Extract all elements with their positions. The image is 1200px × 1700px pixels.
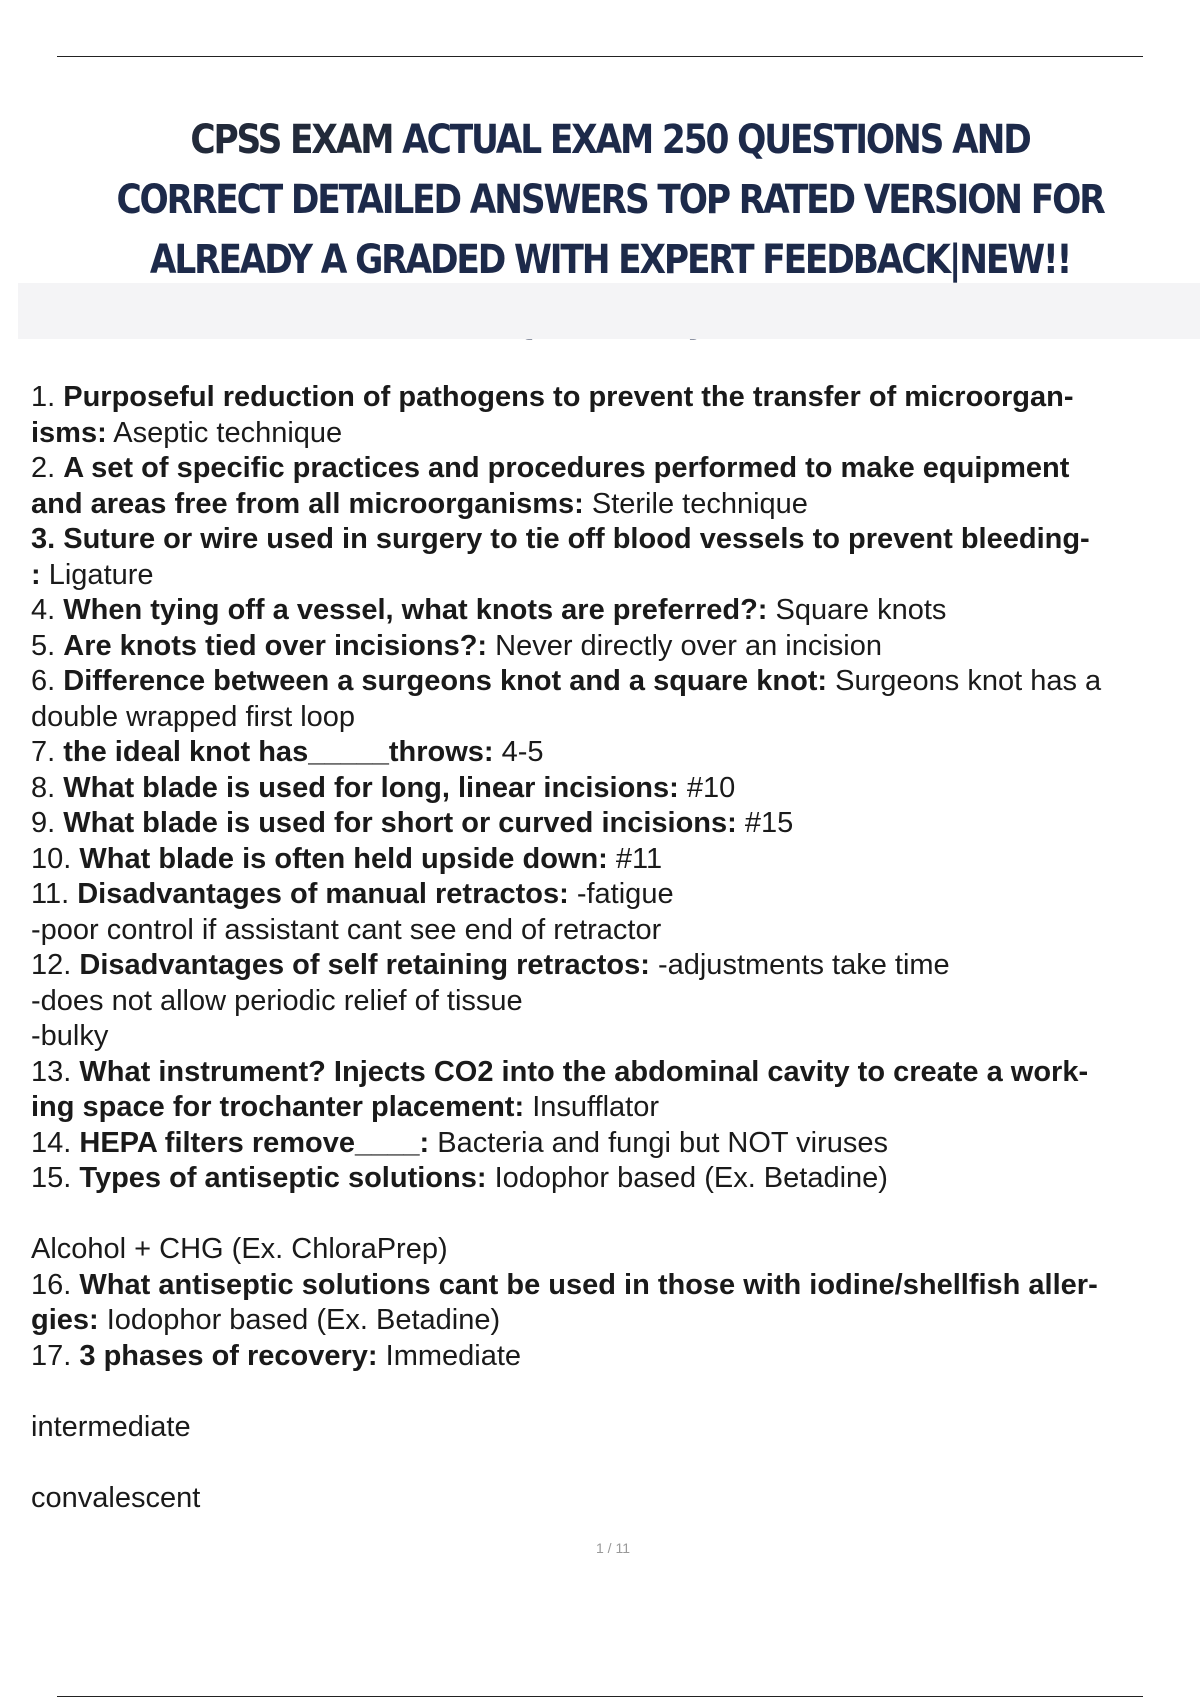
answer-text: Bacteria and fungi but NOT viruses xyxy=(437,1126,889,1159)
list-item xyxy=(31,380,1200,451)
paragraph-gap xyxy=(31,1197,1200,1233)
item-number: 7. xyxy=(31,736,56,768)
list-item xyxy=(31,1161,1200,1268)
question-list xyxy=(31,380,1200,1516)
question-text: 3 phases of recovery: xyxy=(79,1339,378,1372)
question-text-continued: : xyxy=(31,558,41,591)
list-item xyxy=(31,842,1200,878)
paragraph-gap xyxy=(31,1374,1200,1410)
answer-text: #15 xyxy=(744,807,794,839)
item-number: 2. xyxy=(31,452,56,484)
title-rest: ACTUAL EXAM 250 QUESTIONS AND CORRECT DETAILED ANSWERS TOP RATED VERSION FOR ALREADY A GRADED WITH EXPERT FEEDBACK|NEW!! xyxy=(116,117,1104,283)
list-item xyxy=(31,806,1200,842)
answer-text: -adjustments take time xyxy=(657,949,950,981)
answer-text: Insufflator xyxy=(532,1091,660,1123)
item-number: 17. xyxy=(31,1339,72,1372)
list-item xyxy=(31,735,1200,771)
question-text-continued: isms: xyxy=(31,416,107,449)
list-item xyxy=(31,1268,1200,1339)
answer-text: Sterile technique xyxy=(591,487,808,520)
item-number: 1. xyxy=(31,381,56,413)
question-text: When tying off a vessel, what knots are preferred?: xyxy=(63,594,768,626)
item-number: 16. xyxy=(31,1268,72,1301)
list-item xyxy=(31,1126,1200,1162)
answer-text: Ligature xyxy=(48,558,154,591)
answer-text-continued: -poor control if assistant cant see end of retractor xyxy=(31,913,662,946)
list-item xyxy=(31,948,1200,1055)
question-text-continued: ing space for trochanter placement: xyxy=(31,1091,525,1123)
answer-text: Square knots xyxy=(775,594,947,626)
page-indicator: 1 / 11 xyxy=(596,1540,630,1556)
question-text: Purposeful reduction of pathogens to prevent the transfer of microorgan- xyxy=(63,381,1074,413)
list-item xyxy=(31,451,1200,522)
answer-text: Iodophor based (Ex. Betadine) xyxy=(494,1162,888,1194)
list-item xyxy=(31,771,1200,807)
question-text: Suture or wire used in surgery to tie off blood vessels to prevent bleeding- xyxy=(63,523,1090,555)
question-text: Disadvantages of manual retractos: xyxy=(77,878,569,910)
question-text: Difference between a surgeons knot and a square knot: xyxy=(63,665,828,697)
answer-text: Immediate xyxy=(385,1339,522,1372)
answer-text: Aseptic technique xyxy=(113,416,343,449)
list-item xyxy=(31,1339,1200,1517)
list-item xyxy=(31,664,1200,735)
bottom-rule xyxy=(57,1696,1143,1697)
answer-text: Surgeons knot has a xyxy=(835,665,1102,697)
question-text-continued: and areas free from all microorganisms: xyxy=(31,487,584,520)
answer-text: #11 xyxy=(615,842,663,875)
list-item xyxy=(31,522,1200,593)
answer-text-continued: -bulky xyxy=(31,1020,109,1052)
question-text: Disadvantages of self retaining retractos: xyxy=(79,949,650,981)
answer-text: #10 xyxy=(686,771,736,804)
item-number: 10. xyxy=(31,842,72,875)
item-number: 9. xyxy=(31,807,56,839)
answer-text: Iodophor based (Ex. Betadine) xyxy=(106,1304,501,1336)
item-number: 11. xyxy=(31,878,70,910)
item-number: 13. xyxy=(31,1055,72,1088)
list-item xyxy=(31,593,1200,629)
question-text: What blade is used for long, linear incisions: xyxy=(63,771,679,804)
list-item xyxy=(31,877,1200,948)
question-text: the ideal knot has_____throws: xyxy=(63,736,494,768)
item-number: 4. xyxy=(31,594,56,626)
item-number: 15. xyxy=(31,1162,72,1194)
question-text: What blade is used for short or curved incisions: xyxy=(63,807,737,839)
question-text: What blade is often held upside down: xyxy=(79,842,608,875)
item-number: 3. xyxy=(31,523,56,555)
item-number: 6. xyxy=(31,665,56,697)
item-number: 12. xyxy=(31,949,72,981)
list-item xyxy=(31,1055,1200,1126)
answer-text-continued: Alcohol + CHG (Ex. ChloraPrep) xyxy=(31,1233,448,1265)
question-text: Types of antiseptic solutions: xyxy=(79,1162,487,1194)
title-separator-band xyxy=(18,283,1200,339)
item-number: 14. xyxy=(31,1126,72,1159)
answer-text: Never directly over an incision xyxy=(495,629,882,662)
question-text: HEPA filters remove____: xyxy=(79,1126,430,1159)
question-text: What instrument? Injects CO2 into the abdominal cavity to create a work- xyxy=(79,1055,1089,1088)
answer-text-continued: intermediate xyxy=(31,1410,191,1443)
question-text: Are knots tied over incisions?: xyxy=(63,629,488,662)
answer-text-continued: convalescent xyxy=(31,1481,201,1514)
paragraph-gap xyxy=(31,1445,1200,1481)
answer-text-continued: -does not allow periodic relief of tissue xyxy=(31,984,523,1017)
top-rule xyxy=(57,56,1143,57)
title-lead: CPSS EXAM xyxy=(190,117,393,163)
answer-text: -fatigue xyxy=(576,878,674,910)
list-item xyxy=(31,629,1200,665)
item-number: 5. xyxy=(31,629,56,662)
question-text: What antiseptic solutions cant be used in those with iodine/shellfish aller- xyxy=(79,1268,1098,1301)
answer-text-continued: double wrapped first loop xyxy=(31,700,356,733)
question-text-continued: gies: xyxy=(31,1304,99,1336)
item-number: 8. xyxy=(31,771,56,804)
question-text: A set of specific practices and procedures performed to make equipment xyxy=(63,452,1070,484)
answer-text: 4-5 xyxy=(501,736,544,768)
